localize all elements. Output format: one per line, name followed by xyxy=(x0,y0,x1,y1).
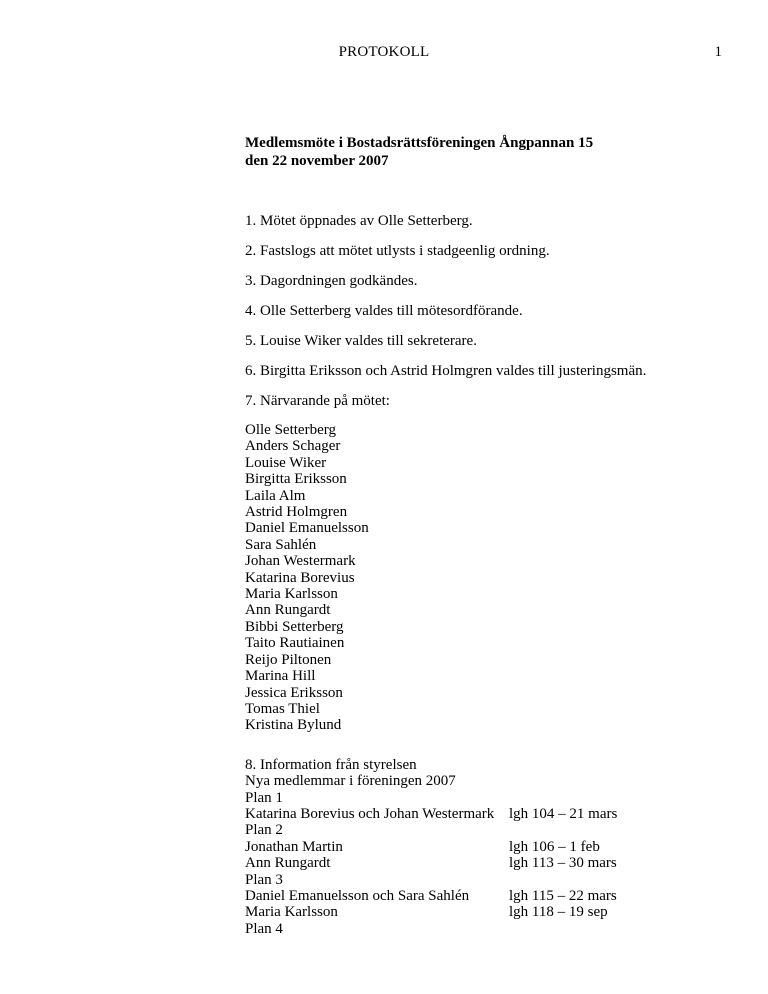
attendee: Bibbi Setterberg xyxy=(245,618,344,635)
agenda-item-7: 7. Närvarande på mötet: xyxy=(245,393,390,409)
agenda-item-5: 5. Louise Wiker valdes till sekreterare. xyxy=(245,333,477,349)
agenda-item-4: 4. Olle Setterberg valdes till mötesordförande. xyxy=(245,303,523,319)
attendee: Sara Sahlén xyxy=(245,536,317,553)
plan-label: Plan 1 xyxy=(245,789,283,806)
member-row xyxy=(245,806,725,822)
attendee: Birgitta Eriksson xyxy=(245,471,347,488)
attendee: Taito Rautiainen xyxy=(245,635,345,652)
attendee: Marina Hill xyxy=(245,668,316,685)
attendee: Anders Schager xyxy=(245,438,341,455)
attendee: Daniel Emanuelsson xyxy=(245,520,369,537)
member-row xyxy=(245,904,725,920)
header-title: PROTOKOLL xyxy=(338,44,430,60)
page-number: 1 xyxy=(714,44,722,60)
attendee: Olle Setterberg xyxy=(245,422,336,438)
member-row xyxy=(245,888,725,904)
member-name: Katarina Borevius och Johan Westermark xyxy=(245,805,495,822)
attendee: Astrid Holmgren xyxy=(245,504,348,521)
plan-label: Plan 2 xyxy=(245,822,283,839)
member-apartment: lgh 115 – 22 mars xyxy=(509,887,617,904)
attendee: Katarina Borevius xyxy=(245,569,355,586)
agenda-item-2: 2. Fastslogs att mötet utlysts i stadgeenlig ordning. xyxy=(245,243,550,259)
document-title xyxy=(245,134,725,170)
agenda-item-1: 1. Mötet öppnades av Olle Setterberg. xyxy=(245,213,473,229)
member-name: Daniel Emanuelsson och Sara Sahlén xyxy=(245,887,470,904)
attendee: Johan Westermark xyxy=(245,553,356,570)
attendee: Kristina Bylund xyxy=(245,717,342,734)
title-line-2: den 22 november 2007 xyxy=(245,153,389,169)
plan-label: Plan 3 xyxy=(245,871,283,888)
info-subheading: Nya medlemmar i föreningen 2007 xyxy=(245,773,456,790)
attendee-list xyxy=(245,422,725,734)
member-apartment: lgh 113 – 30 mars xyxy=(509,855,617,872)
member-name: Ann Rungardt xyxy=(245,855,331,872)
page-header xyxy=(0,44,768,64)
member-apartment: lgh 106 – 1 feb xyxy=(509,838,600,855)
member-row xyxy=(245,855,725,871)
member-apartment: lgh 104 – 21 mars xyxy=(509,805,618,822)
title-line-1: Medlemsmöte i Bostadsrättsföreningen Ångpannan 15 xyxy=(245,135,594,151)
attendee: Tomas Thiel xyxy=(245,700,320,717)
attendee: Ann Rungardt xyxy=(245,602,331,619)
attendee: Reijo Piltonen xyxy=(245,651,332,668)
document-body xyxy=(245,134,725,937)
board-information xyxy=(245,757,725,937)
agenda-item-3: 3. Dagordningen godkändes. xyxy=(245,273,418,289)
member-apartment: lgh 118 – 19 sep xyxy=(509,904,608,921)
member-name: Maria Karlsson xyxy=(245,904,338,921)
attendee: Maria Karlsson xyxy=(245,586,338,603)
member-row xyxy=(245,839,725,855)
attendee: Laila Alm xyxy=(245,487,306,504)
agenda-items xyxy=(245,212,725,410)
member-name: Jonathan Martin xyxy=(245,838,343,855)
attendee: Jessica Eriksson xyxy=(245,684,343,701)
plan-label: Plan 4 xyxy=(245,920,283,937)
info-heading: 8. Information från styrelsen xyxy=(245,756,417,773)
attendee: Louise Wiker xyxy=(245,454,327,471)
agenda-item-6: 6. Birgitta Eriksson och Astrid Holmgren valdes till justeringsmän. xyxy=(245,363,647,379)
